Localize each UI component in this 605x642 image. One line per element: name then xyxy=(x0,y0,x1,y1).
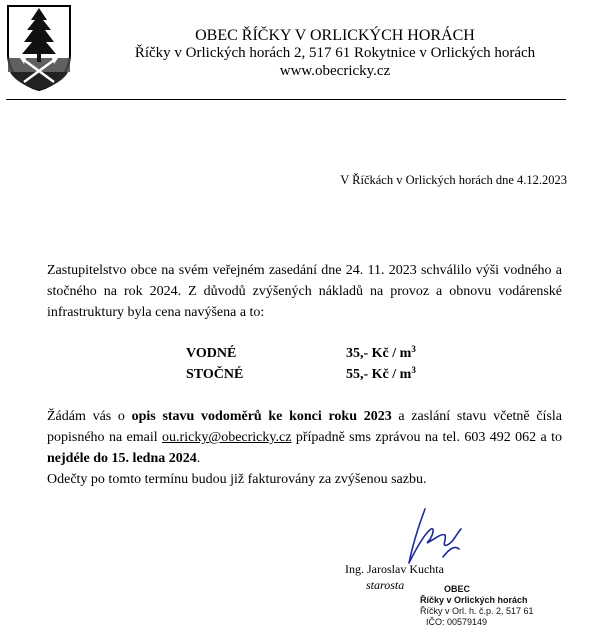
meter-reading-emphasis: opis stavu vodoměrů ke konci roku 2023 xyxy=(131,409,392,424)
fee-price-sewage: 55,- Kč / $m^3$ xyxy=(346,365,416,382)
municipality-name: OBEC ŘÍČKY V ORLICKÝCH HORÁCH xyxy=(195,27,475,44)
fee-price-water: 35,- Kč / $m^3$ xyxy=(346,344,416,361)
request-paragraph: Žádám vás o opis stavu vodoměrů ke konci roku 2023 a zaslání stavu včetně čísla popisného na email ou.ricky@obecricky.cz případně sms zprávou na tel. 603 492 062 a to nejdéle do 15. ledna 2024. xyxy=(47,409,563,466)
intro-paragraph: Zastupitelstvo obce na svém veřejném zasedání dne 24. 11. 2023 schválilo výši vodného a stočného na rok 2024. Z důvodů zvýšených nákladů na provoz a obnovu vodárenské infrastruktury byla cena navýšena a to: xyxy=(47,263,562,320)
email-link[interactable]: ou.ricky@obecricky.cz xyxy=(162,430,292,445)
signer-role: starosta xyxy=(366,578,405,592)
fee-label-sewage: STOČNÉ xyxy=(186,367,244,382)
stamp-line-2: Říčky v Orlických horách xyxy=(420,595,528,605)
municipality-address: Říčky v Orlických horách 2, 517 61 Rokytnice v Orlických horách xyxy=(134,45,536,61)
stamp-line-3: Říčky v Orl. h. č.p. 2, 517 61 xyxy=(420,606,534,616)
header-divider xyxy=(6,99,566,100)
municipal-crest-logo xyxy=(4,2,74,92)
stamp-line-1: OBEC xyxy=(444,584,471,594)
signer-name: Ing. Jaroslav Kuchta xyxy=(345,562,444,576)
official-stamp xyxy=(420,584,534,628)
closing-line: Odečty po tomto termínu budou již fakturovány za zvýšenou sazbu. xyxy=(47,472,427,487)
stamp-line-4: IČO: 00579149 xyxy=(426,617,488,627)
date-line: V Říčkách v Orlických horách dne 4.12.2023 xyxy=(340,173,567,187)
handwritten-signature xyxy=(395,503,475,569)
fee-label-water: VODNÉ xyxy=(186,346,237,361)
deadline-emphasis: nejdéle do 15. ledna 2024 xyxy=(47,451,197,466)
municipality-website: www.obecricky.cz xyxy=(279,63,391,79)
